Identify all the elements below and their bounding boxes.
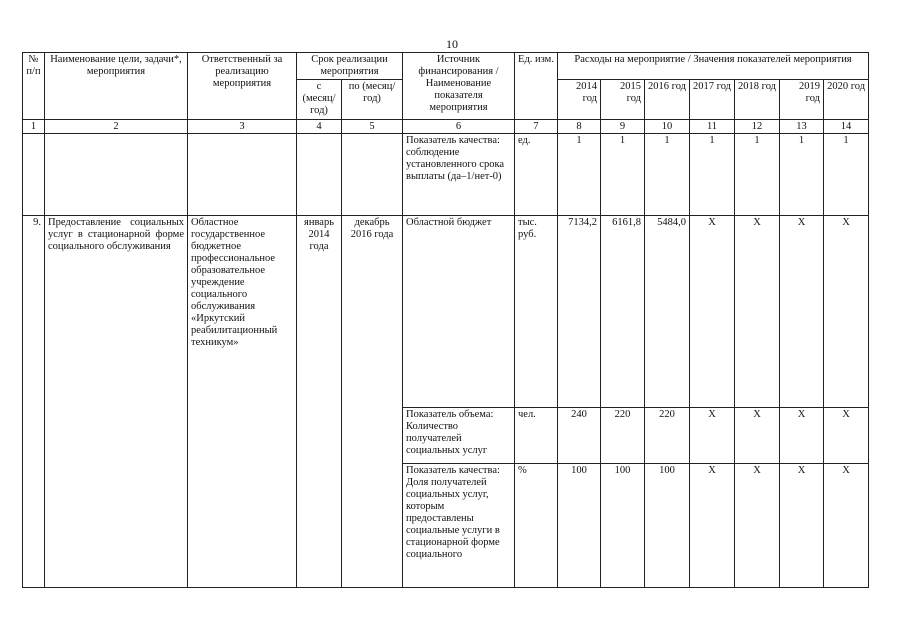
value-cell: 100 <box>645 464 690 588</box>
header-no: № п/п <box>23 53 45 120</box>
column-number: 2 <box>45 120 188 134</box>
header-period-from: с (месяц/ год) <box>297 80 342 120</box>
value-cell: X <box>690 216 735 408</box>
header-year: 2015 год <box>601 80 645 120</box>
period-from-cell: январь 2014 года <box>297 216 342 588</box>
indicator-name: Показатель качества: соблюдение установленного срока выплаты (да–1/нет-0) <box>403 134 515 216</box>
header-unit: Ед. изм. <box>515 53 558 120</box>
value-cell: X <box>824 464 869 588</box>
value-cell: X <box>735 464 780 588</box>
column-number: 8 <box>558 120 601 134</box>
header-responsible: Ответственный за реализацию мероприятия <box>188 53 297 120</box>
program-table <box>22 52 869 588</box>
value-cell: X <box>824 216 869 408</box>
column-number: 1 <box>23 120 45 134</box>
empty-cell <box>297 134 342 216</box>
header-year: 2017 год <box>690 80 735 120</box>
item-name: Предоставление социальных услуг в стационарной форме социального обслуживания <box>45 216 188 588</box>
empty-cell <box>23 134 45 216</box>
header-source: Источник финансирования / Наименование показателя мероприятия <box>403 53 515 120</box>
value-cell: 220 <box>645 408 690 464</box>
value-cell: 1 <box>690 134 735 216</box>
column-number: 7 <box>515 120 558 134</box>
value-cell: 1 <box>735 134 780 216</box>
value-cell: X <box>690 408 735 464</box>
column-number: 4 <box>297 120 342 134</box>
value-cell: 1 <box>780 134 824 216</box>
empty-cell <box>342 134 403 216</box>
value-cell: X <box>690 464 735 588</box>
table-row <box>23 134 869 216</box>
funding-source: Областной бюджет <box>403 216 515 408</box>
value-cell: 7134,2 <box>558 216 601 408</box>
value-cell: 1 <box>645 134 690 216</box>
indicator-name: Показатель объема: Количество получателей социальных услуг <box>403 408 515 464</box>
item-number: 9. <box>23 216 45 588</box>
value-cell: X <box>780 408 824 464</box>
value-cell: 240 <box>558 408 601 464</box>
column-number-row <box>23 120 869 134</box>
column-number: 5 <box>342 120 403 134</box>
header-year: 2016 год <box>645 80 690 120</box>
column-number: 12 <box>735 120 780 134</box>
empty-cell <box>45 134 188 216</box>
period-to-cell: декабрь 2016 года <box>342 216 403 588</box>
value-cell: X <box>735 216 780 408</box>
value-cell: 220 <box>601 408 645 464</box>
header-expenses: Расходы на мероприятие / Значения показателей мероприятия <box>558 53 869 80</box>
header-row <box>23 53 869 80</box>
value-cell: X <box>780 464 824 588</box>
unit-cell: % <box>515 464 558 588</box>
table-row <box>23 216 869 408</box>
value-cell: X <box>735 408 780 464</box>
unit-cell: чел. <box>515 408 558 464</box>
column-number: 9 <box>601 120 645 134</box>
value-cell: X <box>780 216 824 408</box>
header-period: Срок реализации мероприятия <box>297 53 403 80</box>
value-cell: 6161,8 <box>601 216 645 408</box>
column-number: 10 <box>645 120 690 134</box>
value-cell: 100 <box>601 464 645 588</box>
column-number: 13 <box>780 120 824 134</box>
unit-cell: тыс. руб. <box>515 216 558 408</box>
value-cell: 1 <box>558 134 601 216</box>
column-number: 3 <box>188 120 297 134</box>
unit-cell: ед. <box>515 134 558 216</box>
header-year: 2018 год <box>735 80 780 120</box>
value-cell: 1 <box>824 134 869 216</box>
column-number: 11 <box>690 120 735 134</box>
header-year: 2019 год <box>780 80 824 120</box>
value-cell: 1 <box>601 134 645 216</box>
value-cell: 5484,0 <box>645 216 690 408</box>
header-name: Наименование цели, задачи*, мероприятия <box>45 53 188 120</box>
column-number: 14 <box>824 120 869 134</box>
page-number: 10 <box>446 37 458 51</box>
empty-cell <box>188 134 297 216</box>
header-year: 2020 год <box>824 80 869 120</box>
column-number: 6 <box>403 120 515 134</box>
header-year: 2014 год <box>558 80 601 120</box>
indicator-name: Показатель качества: Доля получателей социальных услуг, которым предоставлены социальные услуги в стационарной форме социального <box>403 464 515 588</box>
header-period-to: по (месяц/ год) <box>342 80 403 120</box>
value-cell: 100 <box>558 464 601 588</box>
value-cell: X <box>824 408 869 464</box>
responsible-cell: Областное государственное бюджетное профессиональное образовательное учреждение социального обслуживания «Иркутский реабилитационный техникум» <box>188 216 297 588</box>
